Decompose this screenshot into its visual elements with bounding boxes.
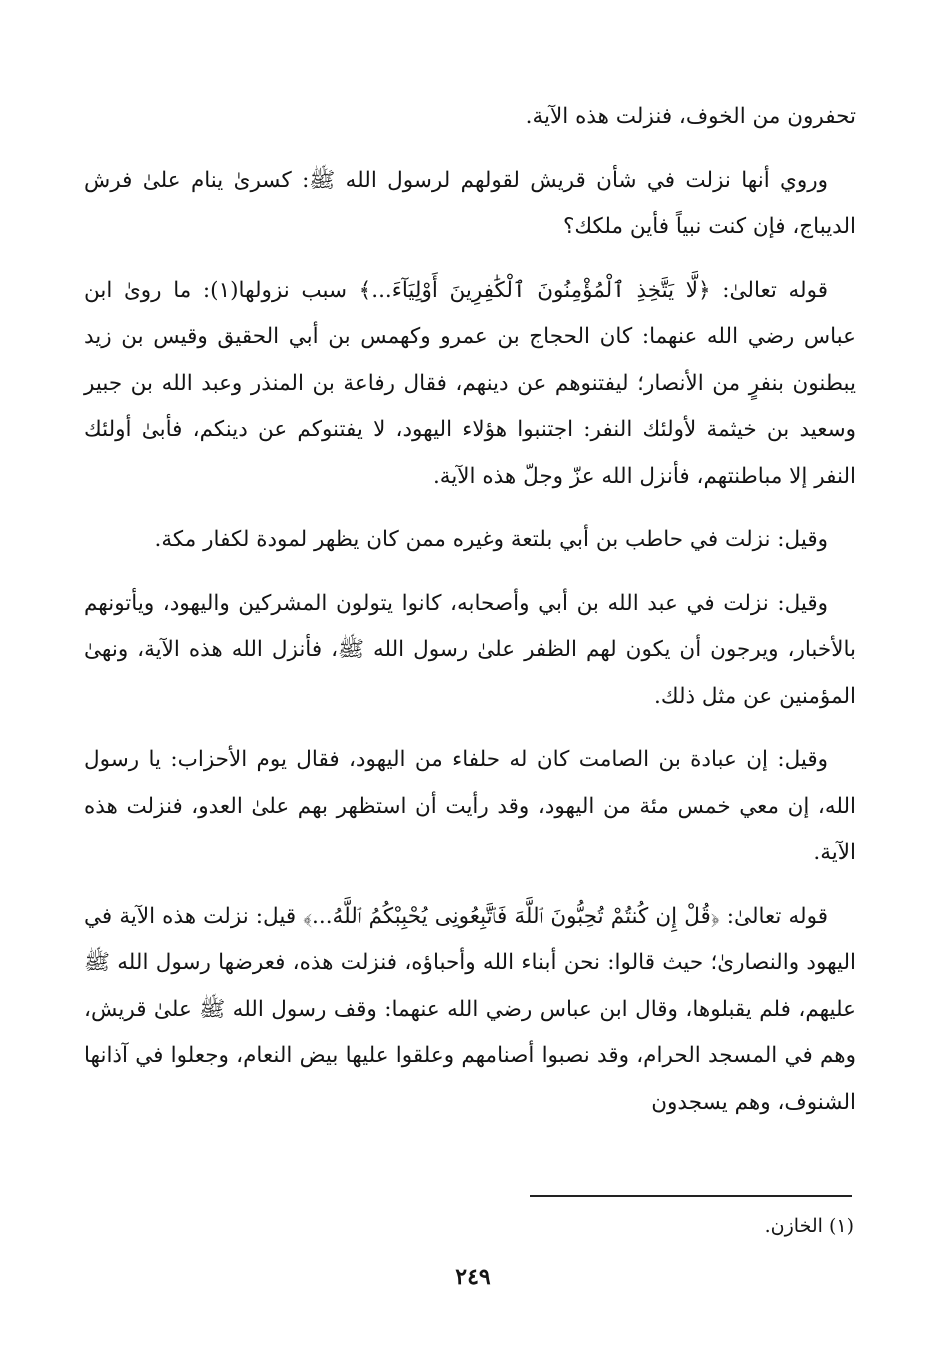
paragraph-abdullah-ubay: وقيل: نزلت في عبد الله بن أبي وأصحابه، كانوا يتولون المشركين واليهود، ويأتونهم بالأخبار، ويرجون أن يكون لهم الظفر علىٰ رسول الله ﷺ، فأنزل الله هذه الآية، ونهىٰ المؤمنين عن مثل ذلك. [84,590,856,709]
main-text [84,94,856,1143]
footnote-divider [530,1195,852,1197]
paragraph-continuation: تحفرون من الخوف، فنزلت هذه الآية. [525,104,856,129]
paragraph-verse-awliya: قوله تعالىٰ: ﴿لَّا يَتَّخِذِ ٱلْمُؤْمِنُونَ ٱلْكَٰفِرِينَ أَوْلِيَآءَ...﴾ سبب نزولها(١): ما روىٰ ابن عباس رضي الله عنهما: كان الحجاج بن عمرو وكهمس بن أبي الحقيق وقيس بن زيد يبطنون بنفرٍ من الأنصار؛ ليفتنوهم عن دينهم، فقال رفاعة بن المنذر وعبد الله بن جبير وسعيد بن خيثمة لأولئك النفر: اجتنبوا هؤلاء اليهود، لا يفتنوكم عن دينكم، فأبىٰ أولئك النفر إلا مباطنتهم، فأنزل الله عزّ وجلّ هذه الآية. [84,277,856,489]
paragraph-verse-love-allah: قوله تعالىٰ: ﴿قُلْ إِن كُنتُمْ تُحِبُّونَ ٱللَّهَ فَٱتَّبِعُونِى يُحْبِبْكُمُ ٱللَّهُ...﴾ قيل: نزلت هذه الآية في اليهود والنصارىٰ؛ حيث قالوا: نحن أبناء الله وأحباؤه، فنزلت هذه، فعرضها رسول الله ﷺ عليهم، فلم يقبلوها، وقال ابن عباس رضي الله عنهما: وقف رسول الله ﷺ علىٰ قريش، وهم في المسجد الحرام، وقد نصبوا أصنامهم وعلقوا عليها بيض النعام، وجعلوا في آذانها الشنوف، وهم يسجدون [84,903,856,1115]
paragraph-ubada: وقيل: إن عبادة بن الصامت كان له حلفاء من اليهود، فقال يوم الأحزاب: يا رسول الله، إن معي خمس مئة من اليهود، وقد رأيت أن استظهر بهم علىٰ العدو، فنزلت هذه الآية. [84,747,856,865]
paragraph-quraysh: وروي أنها نزلت في شأن قريش لقولهم لرسول الله ﷺ: كسرىٰ ينام علىٰ فرش الديباج، فإن كنت نبياً فأين ملكك؟ [84,167,856,239]
footnote: (١) الخازن. [764,1215,854,1237]
paragraph-hatib: وقيل: نزلت في حاطب بن أبي بلتعة وغيره ممن كان يظهر لمودة لكفار مكة. [154,527,828,552]
page-number: ٢٤٩ [455,1264,491,1290]
